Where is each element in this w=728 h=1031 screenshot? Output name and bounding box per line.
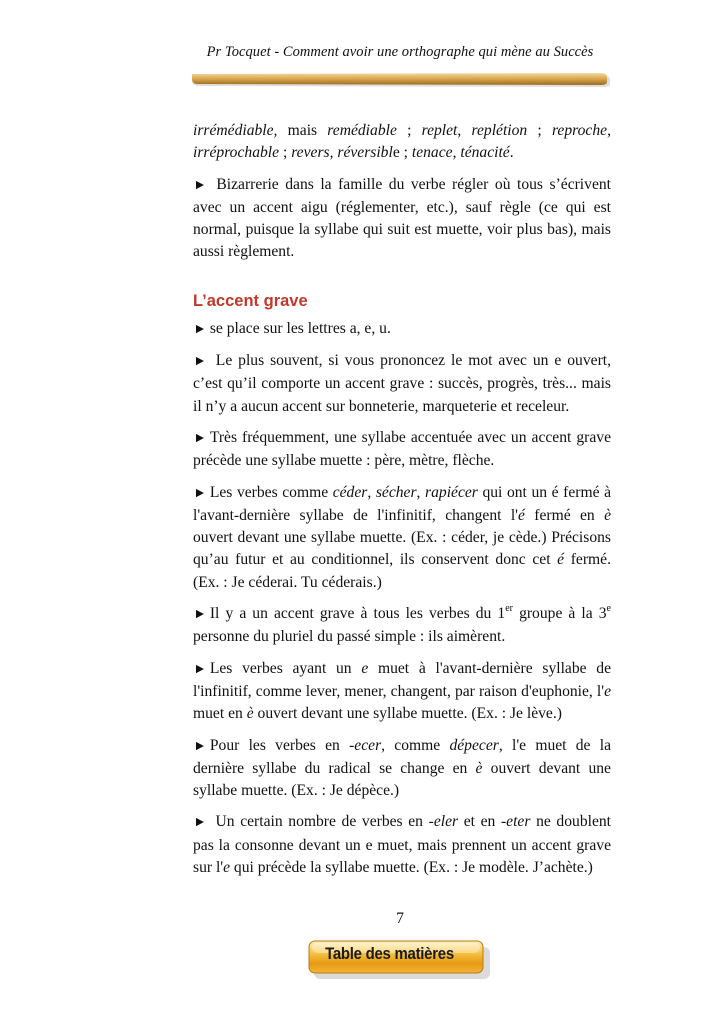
text: ; bbox=[527, 122, 552, 139]
header-title: Pr Tocquet - Comment avoir une orthographe qui mène au Succès bbox=[206, 44, 594, 60]
paragraph-word-pairs bbox=[193, 120, 611, 165]
word: é bbox=[557, 551, 565, 569]
word: è bbox=[604, 506, 611, 524]
paragraph-regler bbox=[193, 174, 611, 264]
paragraph-ecer bbox=[193, 735, 611, 803]
paragraph-text: Le plus souvent, si vous prononcez le mot avec un e ouvert, c’est qu’il comporte un accent grave : succès, progrès, très... mais il n’y a aucun accent sur bonneterie, marqueterie et receleur. bbox=[193, 352, 611, 415]
text: Il y a un accent grave à tous les verbes du 1 bbox=[209, 605, 506, 623]
paragraph-text: Bizarrerie dans la famille du verbe régler où tous s’écrivent avec un accent aigu (réglementer, etc.), sauf règle (ce qui est normal, puisque la syllabe qui suit est muette, voir plus bas), mais aussi règlement. bbox=[193, 175, 611, 261]
bullet-triangle-icon: ► bbox=[193, 430, 207, 446]
bullet-triangle-icon: ► bbox=[193, 485, 207, 501]
text: ouvert devant une syllabe muette. (Ex. : céder, je cède.) Précisons qu’au futur et au conditionnel, ils conservent donc cet bbox=[193, 529, 611, 569]
text: Un certain nombre de verbes en bbox=[215, 813, 429, 831]
text: , bbox=[416, 483, 426, 501]
word: dépecer bbox=[449, 736, 499, 754]
word: tenace bbox=[411, 144, 453, 162]
bullet-triangle-icon: ► bbox=[193, 738, 207, 754]
text: , comme bbox=[381, 736, 450, 754]
text: , bbox=[607, 122, 611, 139]
word: reproche bbox=[551, 122, 608, 139]
word: sécher bbox=[375, 483, 417, 501]
table-of-contents-label: Table des matières bbox=[325, 944, 454, 963]
word: -eter bbox=[500, 813, 531, 831]
paragraph-syllabe-muette bbox=[193, 427, 611, 473]
text: Les verbes comme bbox=[209, 483, 333, 501]
text: groupe à la 3 bbox=[513, 605, 607, 623]
word: è bbox=[246, 705, 254, 723]
text: ; bbox=[279, 144, 292, 162]
paragraph-e-ouvert bbox=[193, 350, 611, 418]
text: , bbox=[457, 122, 472, 139]
word: é bbox=[517, 506, 525, 524]
bullet-triangle-icon: ► bbox=[193, 177, 207, 193]
text: muet en bbox=[193, 705, 247, 723]
word: réversibl bbox=[337, 144, 393, 162]
bullet-triangle-icon: ► bbox=[193, 321, 207, 337]
word: revers bbox=[291, 144, 330, 162]
word-irremediable: irrémédiable, bbox=[193, 122, 278, 139]
word: e bbox=[604, 682, 611, 700]
paragraph-text: Très fréquemment, une syllabe accentuée avec un accent grave précède une syllabe muette : père, mètre, flèche. bbox=[193, 428, 611, 470]
text: fermé en bbox=[524, 506, 605, 524]
text: , bbox=[329, 144, 338, 162]
text: mais bbox=[277, 122, 328, 139]
text: qui précède la syllabe muette. (Ex. : Je modèle. J’achète.) bbox=[230, 859, 593, 877]
document-body bbox=[193, 120, 611, 879]
section-title: L’accent grave bbox=[193, 291, 308, 310]
word: -ecer bbox=[349, 736, 382, 754]
text: ne doublent pas la consonne devant un e muet, mais prennent un accent grave sur l' bbox=[193, 813, 611, 877]
text: et en bbox=[458, 813, 501, 831]
bullet-triangle-icon: ► bbox=[193, 661, 207, 677]
word: e bbox=[361, 659, 369, 677]
paragraph-e-muet bbox=[193, 658, 611, 726]
bullet-triangle-icon: ► bbox=[193, 607, 207, 623]
superscript: e bbox=[606, 603, 611, 615]
text: , bbox=[367, 483, 376, 501]
text: , l'e muet de la dernière syllabe du radical se change en bbox=[193, 736, 611, 777]
word: -eler bbox=[428, 813, 459, 831]
header-rule bbox=[192, 72, 610, 88]
text: Pour les verbes en bbox=[209, 736, 350, 754]
paragraph-ceder bbox=[193, 482, 611, 594]
bullet-triangle-icon: ► bbox=[193, 815, 207, 831]
text: e ; bbox=[392, 144, 412, 162]
table-of-contents-button[interactable] bbox=[300, 937, 492, 985]
word: e bbox=[223, 859, 231, 877]
word: irréprochable bbox=[193, 144, 280, 162]
text: muet à l'avant-dernière syllabe de l'infinitif, comme lever, mener, changent, par raison d'euphonie, l' bbox=[193, 659, 611, 700]
word: rapiécer bbox=[425, 483, 478, 501]
bullet-triangle-icon: ► bbox=[193, 354, 207, 370]
text: Les verbes ayant un bbox=[209, 659, 362, 677]
word: céder bbox=[332, 483, 368, 501]
text: . bbox=[509, 144, 514, 162]
text: ; bbox=[396, 122, 422, 139]
word: ténacité bbox=[460, 144, 510, 162]
superscript: er bbox=[505, 603, 513, 615]
text: qui ont un é fermé à l'avant-dernière syllabe de l'infinitif, changent l' bbox=[193, 483, 611, 524]
text: ouvert devant une syllabe muette. (Ex. : Je lève.) bbox=[253, 705, 562, 723]
text: fermé. (Ex. : Je céderai. Tu céderais.) bbox=[193, 551, 611, 591]
paragraph-eler-eter bbox=[193, 811, 611, 879]
paragraph-text: se place sur les lettres a, e, u. bbox=[209, 319, 391, 337]
paragraph-passe-simple bbox=[193, 603, 611, 649]
word: è bbox=[475, 759, 483, 777]
word: replet bbox=[421, 122, 458, 139]
text: ouvert devant une syllabe muette. (Ex. : Je dépèce.) bbox=[193, 759, 611, 800]
text: personne du pluriel du passé simple : ils aimèrent. bbox=[193, 628, 506, 646]
paragraph-letters bbox=[193, 318, 611, 341]
word: replétion bbox=[471, 122, 528, 139]
text: , bbox=[452, 144, 461, 162]
word: remédiable bbox=[327, 122, 397, 139]
page-number: 7 bbox=[396, 910, 404, 927]
